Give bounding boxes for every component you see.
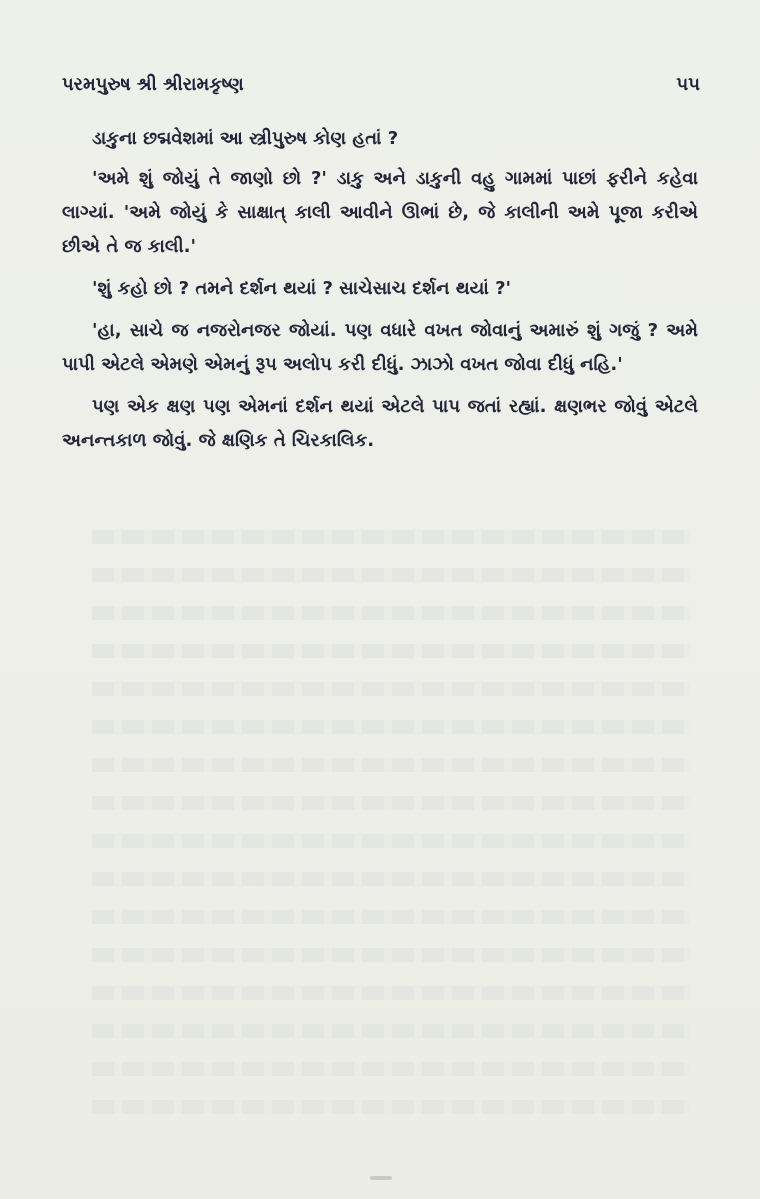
show-through-line: [92, 1100, 690, 1114]
paper-speck: [370, 1176, 392, 1180]
show-through-line: [92, 872, 690, 886]
show-through-line: [92, 1024, 690, 1038]
show-through-line: [92, 910, 690, 924]
show-through-line: [92, 834, 690, 848]
running-header-title: પરમપુરુષ શ્રી શ્રીરામકૃષ્ણ: [62, 74, 244, 95]
paragraph: 'શું કહો છો ? તમને દર્શન થયાં ? સાચેસાચ દર્શન થયાં ?': [92, 278, 512, 299]
page-number: ૫૫: [676, 74, 700, 95]
running-header: [62, 74, 700, 104]
paragraph: પણ એક ક્ષણ પણ એમનાં દર્શન થયાં એટલે પાપ જતાં રહ્યાં. ક્ષણભર જોવું એટલે અનન્તકાળ જોવું. જે ક્ષણિક તે ચિરકાલિક.: [62, 396, 698, 451]
show-through-line: [92, 720, 690, 734]
show-through-line: [92, 986, 690, 1000]
show-through-line: [92, 606, 690, 620]
paragraph: 'અમે શું જોયું તે જાણો છો ?' ડાકુ અને ડાકુની વહુ ગામમાં પાછાં ફરીને કહેવા લાગ્યાં. 'અમે જોયું કે સાક્ષાત્ કાલી આવીને ઊભાં છે, જે કાલીની અમે પૂજા કરીએ છીએ તે જ કાલી.': [62, 168, 698, 257]
show-through-line: [92, 948, 690, 962]
show-through-line: [92, 1062, 690, 1076]
show-through-line: [92, 644, 690, 658]
paragraph: 'હા, સાચે જ નજરોનજર જોયાં. પણ વધારે વખત જોવાનું અમારું શું ગજું ? અમે પાપી એટલે એમણે એમનું રૂપ અલોપ કરી દીધું. ઝાઝો વખત જોવા દીધું નહિ.': [62, 320, 698, 375]
show-through-line: [92, 530, 690, 544]
show-through-line: [92, 796, 690, 810]
paragraph: ડાકુના છદ્મવેશમાં આ સ્ત્રીપુરુષ કોણ હતાં ?: [92, 128, 399, 149]
body-text: [62, 122, 698, 466]
show-through-line: [92, 758, 690, 772]
show-through-line: [92, 568, 690, 582]
show-through-line: [92, 682, 690, 696]
